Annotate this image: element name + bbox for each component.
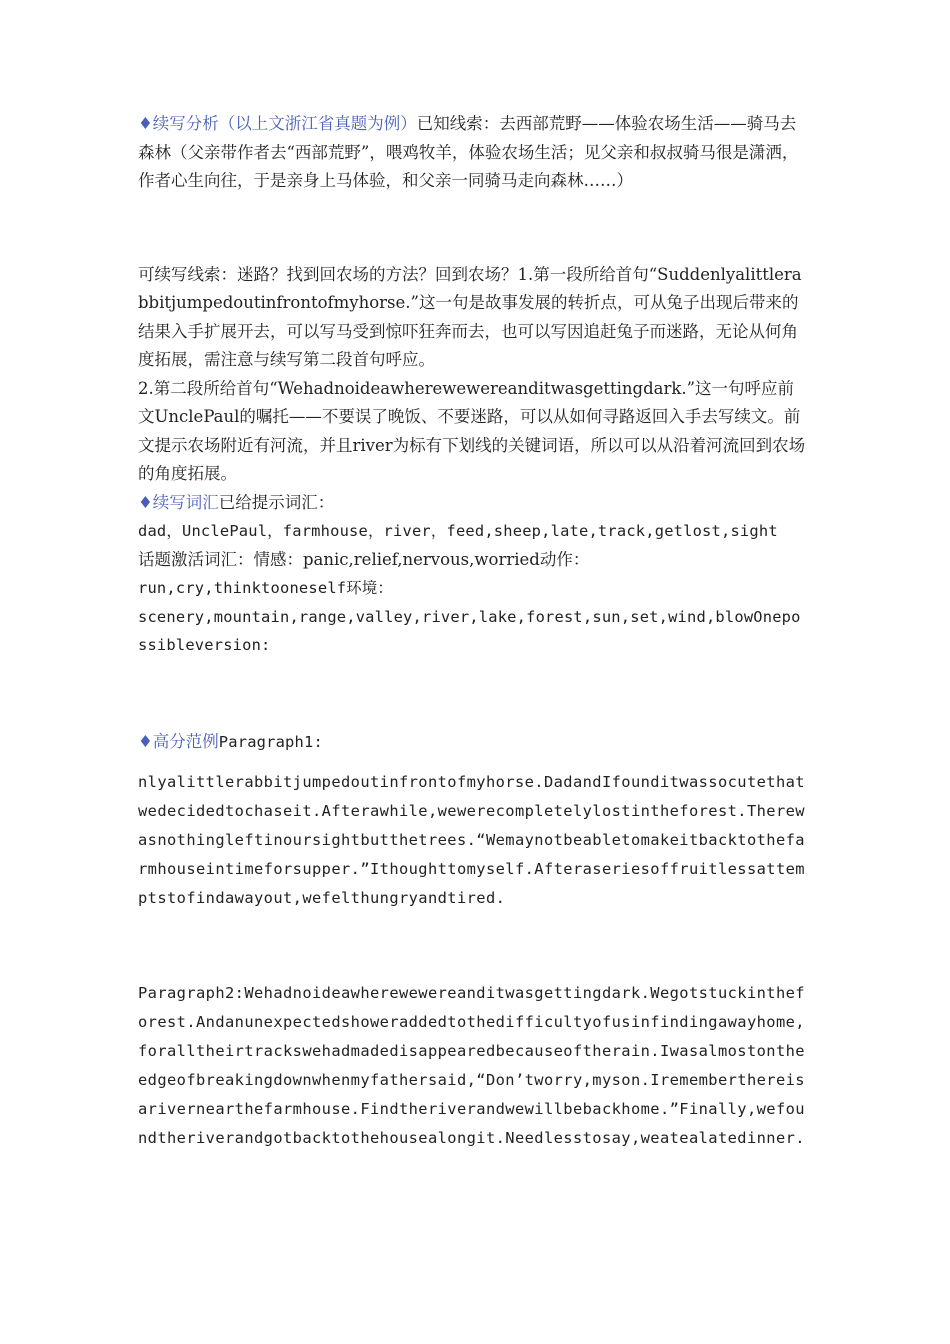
vocab-heading: ♦续写词汇 — [138, 492, 219, 512]
analysis-text: 已知线索：去西部荒野——体验农场生活——骑马去森林（父亲带作者去“西部荒野”，喂鸡牧羊，体验农场生活；见父亲和叔叔骑马很是潇洒，作者心生向往，于是亲身上马体验，和父亲一同骑马走向森林……） — [138, 114, 799, 190]
clue-paragraph-2: 2.第二段所给首句“Wehadnoideawherewewereanditwasgettingdark.”这一句呼应前文UnclePaul的嘱托——不要误了晚饭、不要迷路，可以从如何寻路返回入手去写续文。前文提示农场附近有河流，并且river为标有下划线的关键词语，所以可以从沿着河流回到农场的角度拓展。 — [138, 378, 806, 483]
vocab-heading-line — [138, 489, 810, 518]
sample-paragraph-1: nlyalittlerabbitjumpedoutinfrontofmyhorse.DadandIfounditwassocutethatwedecidedtochaseit.Afterawhile,wewerecompletelylostintheforest.Therewasnothingleftinoursightbutthetrees.“Wemaynotbeabletomakeitbacktothefarmhouseintimeforsupper.”Ithoughttomyself.Afteraseriesoffruitlessattemptstofindawayout,wefelthungryandtired. — [138, 773, 805, 907]
analysis-paragraph — [138, 110, 810, 196]
vocab-environment: scenery,mountain,range,valley,river,lake,forest,sun,set,wind,blowOnepossibleversion: — [138, 607, 801, 654]
clue-paragraph-1: 可续写线索：迷路？找到回农场的方法？回到农场？1.第一段所给首句“Suddenlyalittlerabbitjumpedoutinfrontofmyhorse.”这一句是故事发展的转折点，可从兔子出现后带来的结果入手扩展开去，可以写马受到惊吓狂奔而去，也可以写因追赶兔子而迷路，无论从何角度拓展，需注意与续写第二段首句呼应。 — [138, 264, 802, 369]
spacer — [138, 913, 810, 979]
analysis-heading: ♦续写分析（以上文浙江省真题为例） — [138, 114, 417, 133]
vocab-given: dad，UnclePaul，farmhouse，river，feed,sheep,late,track,getlost,sight — [138, 522, 778, 540]
vocab-actions: run,cry,thinktooneself环境： — [138, 579, 394, 597]
spacer — [138, 196, 810, 261]
sample-heading-suffix: Paragraph1: — [218, 732, 323, 751]
spacer — [138, 756, 810, 768]
vocab-heading-suffix: 已给提示词汇： — [218, 492, 335, 512]
spacer — [138, 660, 810, 728]
sample-paragraph-2: Paragraph2:Wehadnoideawherewewereanditwasgettingdark.Wegotstuckintheforest.Andanunexpectedshoweraddedtothedifficultyofusinfindingawayhome,foralltheirtrackswehadmadedisappearedbecauseoftherain.Iwasalmostontheedgeofbreakingdownwhenmyfathersaid,“Don’tworry,myson.Irememberthereisarivernearthefarmhouse.Findtheriverandwewillbebackhome.”Finally,wefoundtheriverandgotbacktothehousealongit.Needlesstosay,weatealatedinner. — [138, 984, 805, 1147]
sample-heading: ♦高分范例 — [138, 731, 219, 751]
vocab-emotions: 话题激活词汇：情感：panic,relief,nervous,worried动作： — [138, 549, 590, 569]
document-page — [138, 110, 810, 1153]
sample-heading-line — [138, 728, 810, 757]
